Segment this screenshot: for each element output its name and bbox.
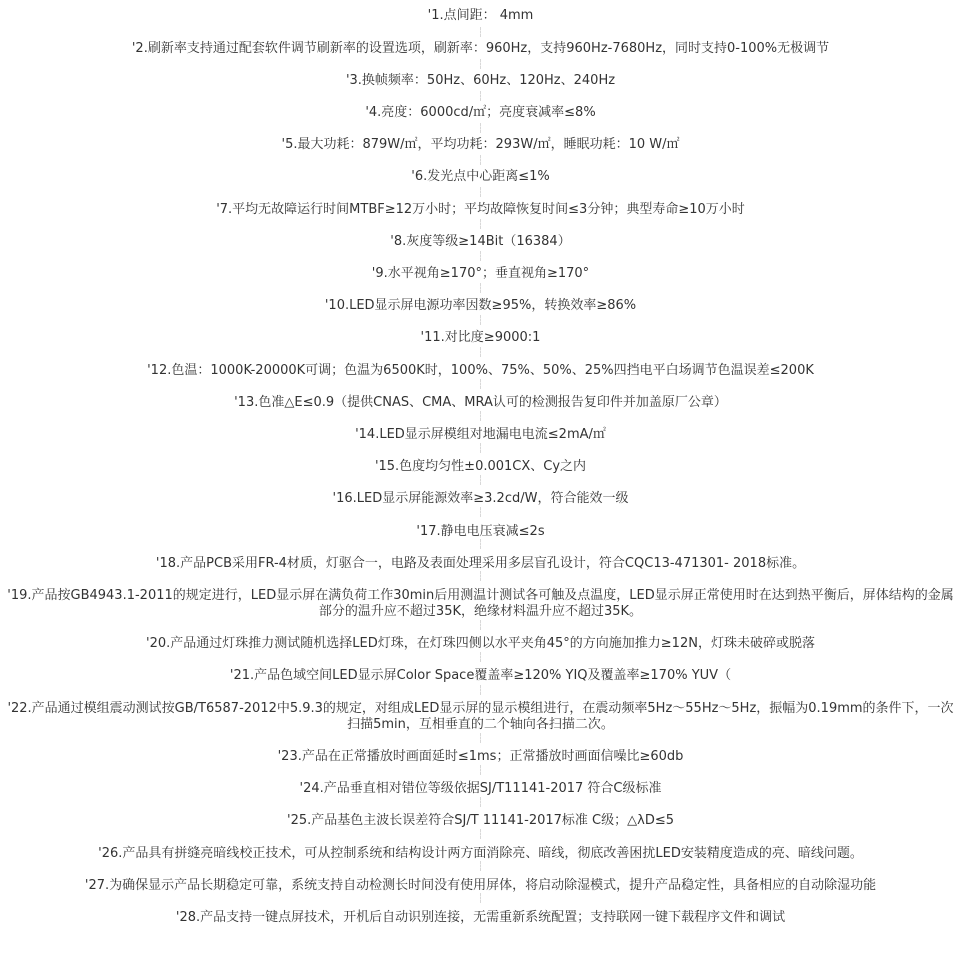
divider-23 <box>480 765 481 775</box>
spec-line-13: '13.色准△E≤0.9（提供CNAS、CMA、MRA认可的检测报告复印件并加盖原厂公章） <box>234 395 727 410</box>
divider-11 <box>480 347 481 357</box>
divider-25 <box>480 829 481 839</box>
spec-line-6: '6.发光点中心距离≤1% <box>411 169 550 184</box>
spec-line-1: '1.点间距： 4mm <box>427 8 534 23</box>
divider-4 <box>480 123 481 133</box>
divider-9 <box>480 283 481 293</box>
divider-16 <box>480 507 481 517</box>
spec-line-12: '12.色温：1000K-20000K可调；色温为6500K时，100%、75%、50%、25%四挡电平白场调节色温误差≤200K <box>147 363 814 378</box>
divider-18 <box>480 571 481 581</box>
divider-8 <box>480 251 481 261</box>
spec-line-16: '16.LED显示屏能源效率≥3.2cd/W，符合能效一级 <box>332 491 629 506</box>
spec-line-25: '25.产品基色主波长误差符合SJ/T 11141-2017标准 C级；△λD≤5 <box>287 813 674 828</box>
divider-14 <box>480 443 481 453</box>
spec-line-26: '26.产品具有拼缝亮暗线校正技术，可从控制系统和结构设计两方面消除亮、暗线，彻底改善困扰LED安装精度造成的亮、暗线问题。 <box>98 846 863 861</box>
spec-line-23: '23.产品在正常播放时画面延时≤1ms；正常播放时画面信噪比≥60db <box>277 749 684 764</box>
divider-5 <box>480 155 481 165</box>
divider-13 <box>480 411 481 421</box>
divider-26 <box>480 861 481 871</box>
divider-17 <box>480 539 481 549</box>
divider-12 <box>480 379 481 389</box>
spec-line-14: '14.LED显示屏模组对地漏电电流≤2mA/㎡ <box>355 427 606 442</box>
divider-7 <box>480 219 481 229</box>
divider-3 <box>480 91 481 101</box>
divider-2 <box>480 59 481 69</box>
divider-22 <box>480 733 481 743</box>
spec-line-22: '22.产品通过模组震动测试按GB/T6587-2012中5.9.3的规定，对组成LED显示屏的显示模组进行，在震动频率5Hz～55Hz～5Hz，振幅为0.19mm的条件下，一次扫描5min，互相垂直的二个轴向各扫描二次。 <box>7 701 954 732</box>
divider-24 <box>480 797 481 807</box>
spec-line-10: '10.LED显示屏电源功率因数≥95%，转换效率≥86% <box>324 298 637 313</box>
spec-line-17: '17.静电电压衰减≤2s <box>416 524 545 539</box>
spec-line-4: '4.亮度：6000cd/㎡；亮度衰减率≤8% <box>365 105 596 120</box>
divider-20 <box>480 652 481 662</box>
divider-21 <box>480 685 481 695</box>
spec-line-18: '18.产品PCB采用FR-4材质，灯驱合一，电路及表面处理采用多层盲孔设计，符合CQC13-471301- 2018标准。 <box>155 556 806 571</box>
divider-27 <box>480 893 481 903</box>
spec-line-15: '15.色度均匀性±0.001CX、Cy之内 <box>374 459 587 474</box>
spec-line-21: '21.产品色域空间LED显示屏Color Space覆盖率≥120% YIQ及覆盖率≥170% YUV（ <box>229 668 732 683</box>
spec-line-24: '24.产品垂直相对错位等级依据SJ/T11141-2017 符合C级标准 <box>299 781 662 796</box>
divider-15 <box>480 475 481 485</box>
divider-10 <box>480 315 481 325</box>
divider-6 <box>480 187 481 197</box>
divider-1 <box>480 27 481 37</box>
spec-line-9: '9.水平视角≥170°；垂直视角≥170° <box>371 266 590 281</box>
spec-line-19: '19.产品按GB4943.1-2011的规定进行，LED显示屏在满负荷工作30min后用测温计测试各可触及点温度，LED显示屏正常使用时在达到热平衡后，屏体结构的金属部分的温升应不超过35K，绝缘材料温升应不超过35K。 <box>7 588 954 619</box>
spec-line-11: '11.对比度≥9000:1 <box>420 330 541 345</box>
spec-line-5: '5.最大功耗：879W/㎡，平均功耗：293W/㎡，睡眠功耗：10 W/㎡ <box>281 137 680 152</box>
spec-line-2: '2.刷新率支持通过配套软件调节刷新率的设置选项，刷新率：960Hz，支持960Hz-7680Hz，同时支持0-100%无极调节 <box>131 41 830 56</box>
spec-line-8: '8.灰度等级≥14Bit（16384） <box>390 234 571 249</box>
spec-line-27: '27.为确保显示产品长期稳定可靠，系统支持自动检测长时间没有使用屏体，将启动除湿模式，提升产品稳定性，具备相应的自动除湿功能 <box>84 878 877 893</box>
spec-line-20: '20.产品通过灯珠推力测试随机选择LED灯珠，在灯珠四侧以水平夹角45°的方向施加推力≥12N，灯珠未破碎或脱落 <box>146 636 815 651</box>
divider-19 <box>480 620 481 630</box>
spec-line-28: '28.产品支持一键点屏技术，开机后自动识别连接，无需重新系统配置；支持联网一键下载程序文件和调试 <box>175 910 786 925</box>
spec-line-7: '7.平均无故障运行时间MTBF≥12万小时；平均故障恢复时间≤3分钟；典型寿命≥10万小时 <box>216 202 745 217</box>
spec-line-3: '3.换帧频率：50Hz、60Hz、120Hz、240Hz <box>345 73 616 88</box>
